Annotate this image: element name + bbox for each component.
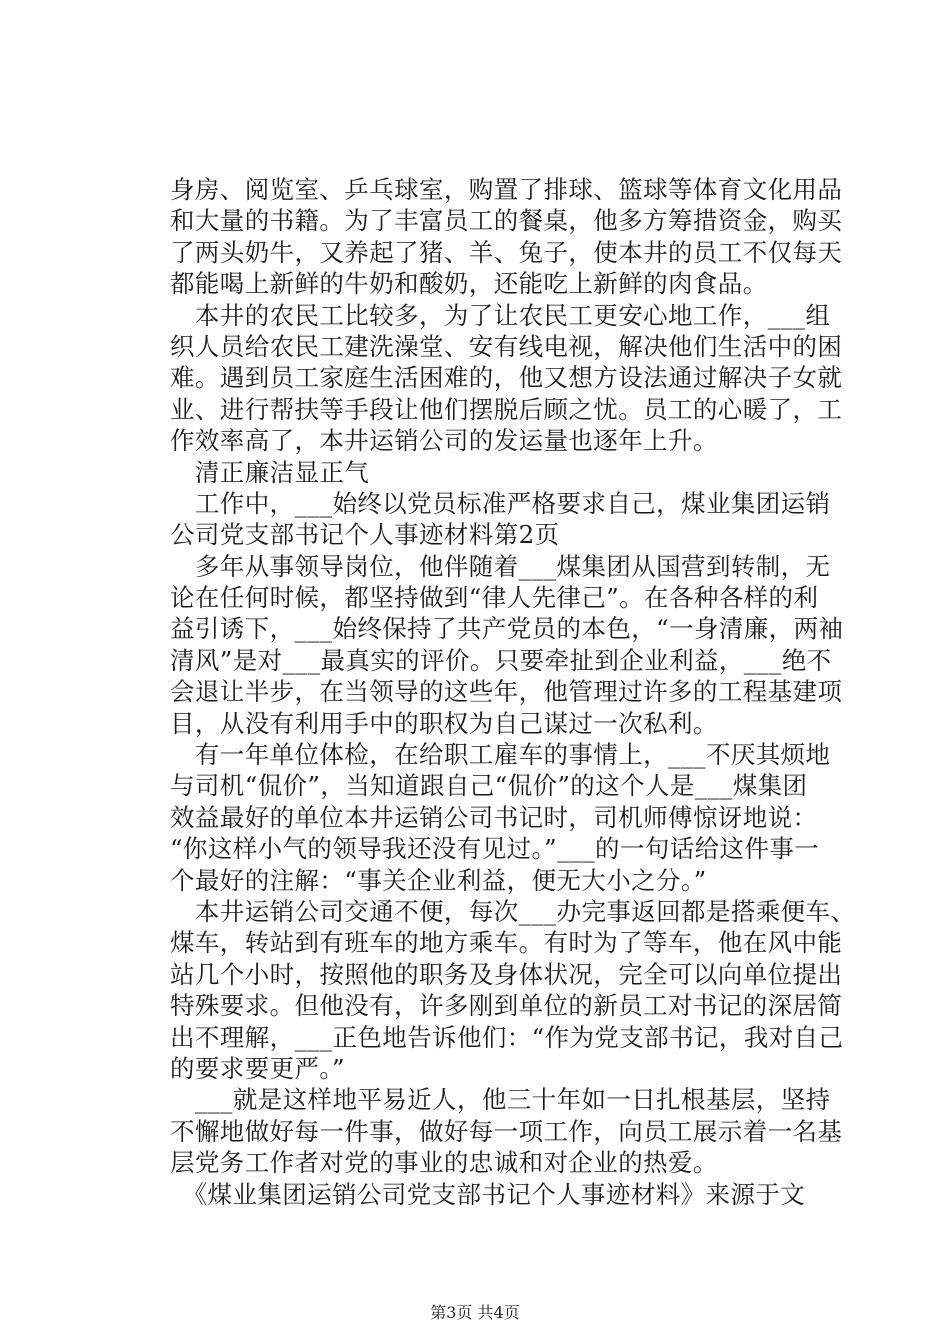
- text-line: “你这样小气的领导我还没有见过。”___的一句话给这件事一: [170, 834, 820, 864]
- text-line: 不懈地做好每一件事，做好每一项工作，向员工展示着一名基: [170, 1116, 843, 1146]
- text-line: 会退让半步，在当领导的这些年，他管理过许多的工程基建项: [170, 677, 843, 707]
- text-line: 益引诱下，___始终保持了共产党员的本色，“一身清廉，两袖: [170, 614, 844, 644]
- text-line: 有一年单位体检，在给职工雇车的事情上，___不厌其烦地: [170, 740, 831, 770]
- text-line: 都能喝上新鲜的牛奶和酸奶，还能吃上新鲜的肉食品。: [170, 269, 768, 299]
- text-line: 目，从没有利用手中的职权为自己谋过一次私利。: [170, 708, 718, 738]
- text-line: 出不理解，___正色地告诉他们：“作为党支部书记，我对自己: [170, 1022, 844, 1052]
- text-line: 作效率高了，本井运销公司的发运量也逐年上升。: [170, 426, 718, 456]
- text-line: 效益最好的单位本井运销公司书记时，司机师傅惊讶地说：: [170, 802, 818, 832]
- text-line: 了两头奶牛，又养起了猪、羊、兔子，使本井的员工不仅每天: [170, 237, 843, 267]
- section-heading: 清正廉洁显正气: [170, 457, 370, 487]
- text-line: 特殊要求。但他没有，许多刚到单位的新员工对书记的深居简: [170, 991, 843, 1021]
- text-line: 身房、阅览室、乒乓球室，购置了排球、篮球等体育文化用品: [170, 175, 843, 204]
- page-footer: 第3页 共4页: [430, 1303, 520, 1322]
- text-line: 与司机“侃价”，当知道跟自己“侃价”的这个人是___煤集团: [170, 771, 808, 801]
- text-line: 本井运销公司交通不便，每次___办完事返回都是搭乘便车、: [170, 896, 856, 926]
- text-line: 个最好的注解：“事关企业利益，便无大小之分。”: [170, 865, 707, 895]
- text-line: 煤车，转站到有班车的地方乘车。有时为了等车，他在风中能: [170, 928, 843, 958]
- text-line: 和大量的书籍。为了丰富员工的餐桌，他多方筹措资金，购买: [170, 206, 843, 236]
- text-line: 的要求要更严。”: [170, 1053, 345, 1083]
- text-line: 清风”是对___最真实的评价。只要牵扯到企业利益，___绝不: [170, 645, 832, 675]
- text-line: 多年从事领导岗位，他伴随着___煤集团从国营到转制，无: [170, 551, 831, 581]
- text-line: 业、进行帮扶等手段让他们摆脱后顾之忧。员工的心暖了，工: [170, 394, 843, 424]
- text-line: 工作中，___始终以党员标准严格要求自己，煤业集团运销: [170, 488, 831, 518]
- text-line: 本井的农民工比较多，为了让农民工更安心地工作，___组: [170, 300, 831, 330]
- text-line: 公司党支部书记个人事迹材料第2页: [170, 520, 560, 550]
- text-line: 织人员给农民工建洗澡堂、安有线电视，解决他们生活中的困: [170, 331, 843, 361]
- text-line: 《煤业集团运销公司党支部书记个人事迹材料》来源于文: [170, 1179, 806, 1209]
- document-body: [170, 174, 856, 1210]
- text-line: ___就是这样地平易近人，他三十年如一日扎根基层，坚持: [170, 1085, 831, 1115]
- text-line: 层党务工作者对党的事业的忠诚和对企业的热爱。: [170, 1148, 718, 1178]
- text-line: 站几个小时，按照他的职务及身体状况，完全可以向单位提出: [170, 959, 843, 989]
- text-line: 难。遇到员工家庭生活困难的，他又想方设法通过解决子女就: [170, 363, 843, 393]
- text-line: 论在任何时候，都坚持做到“律人先律己”。在各种各样的利: [170, 583, 819, 613]
